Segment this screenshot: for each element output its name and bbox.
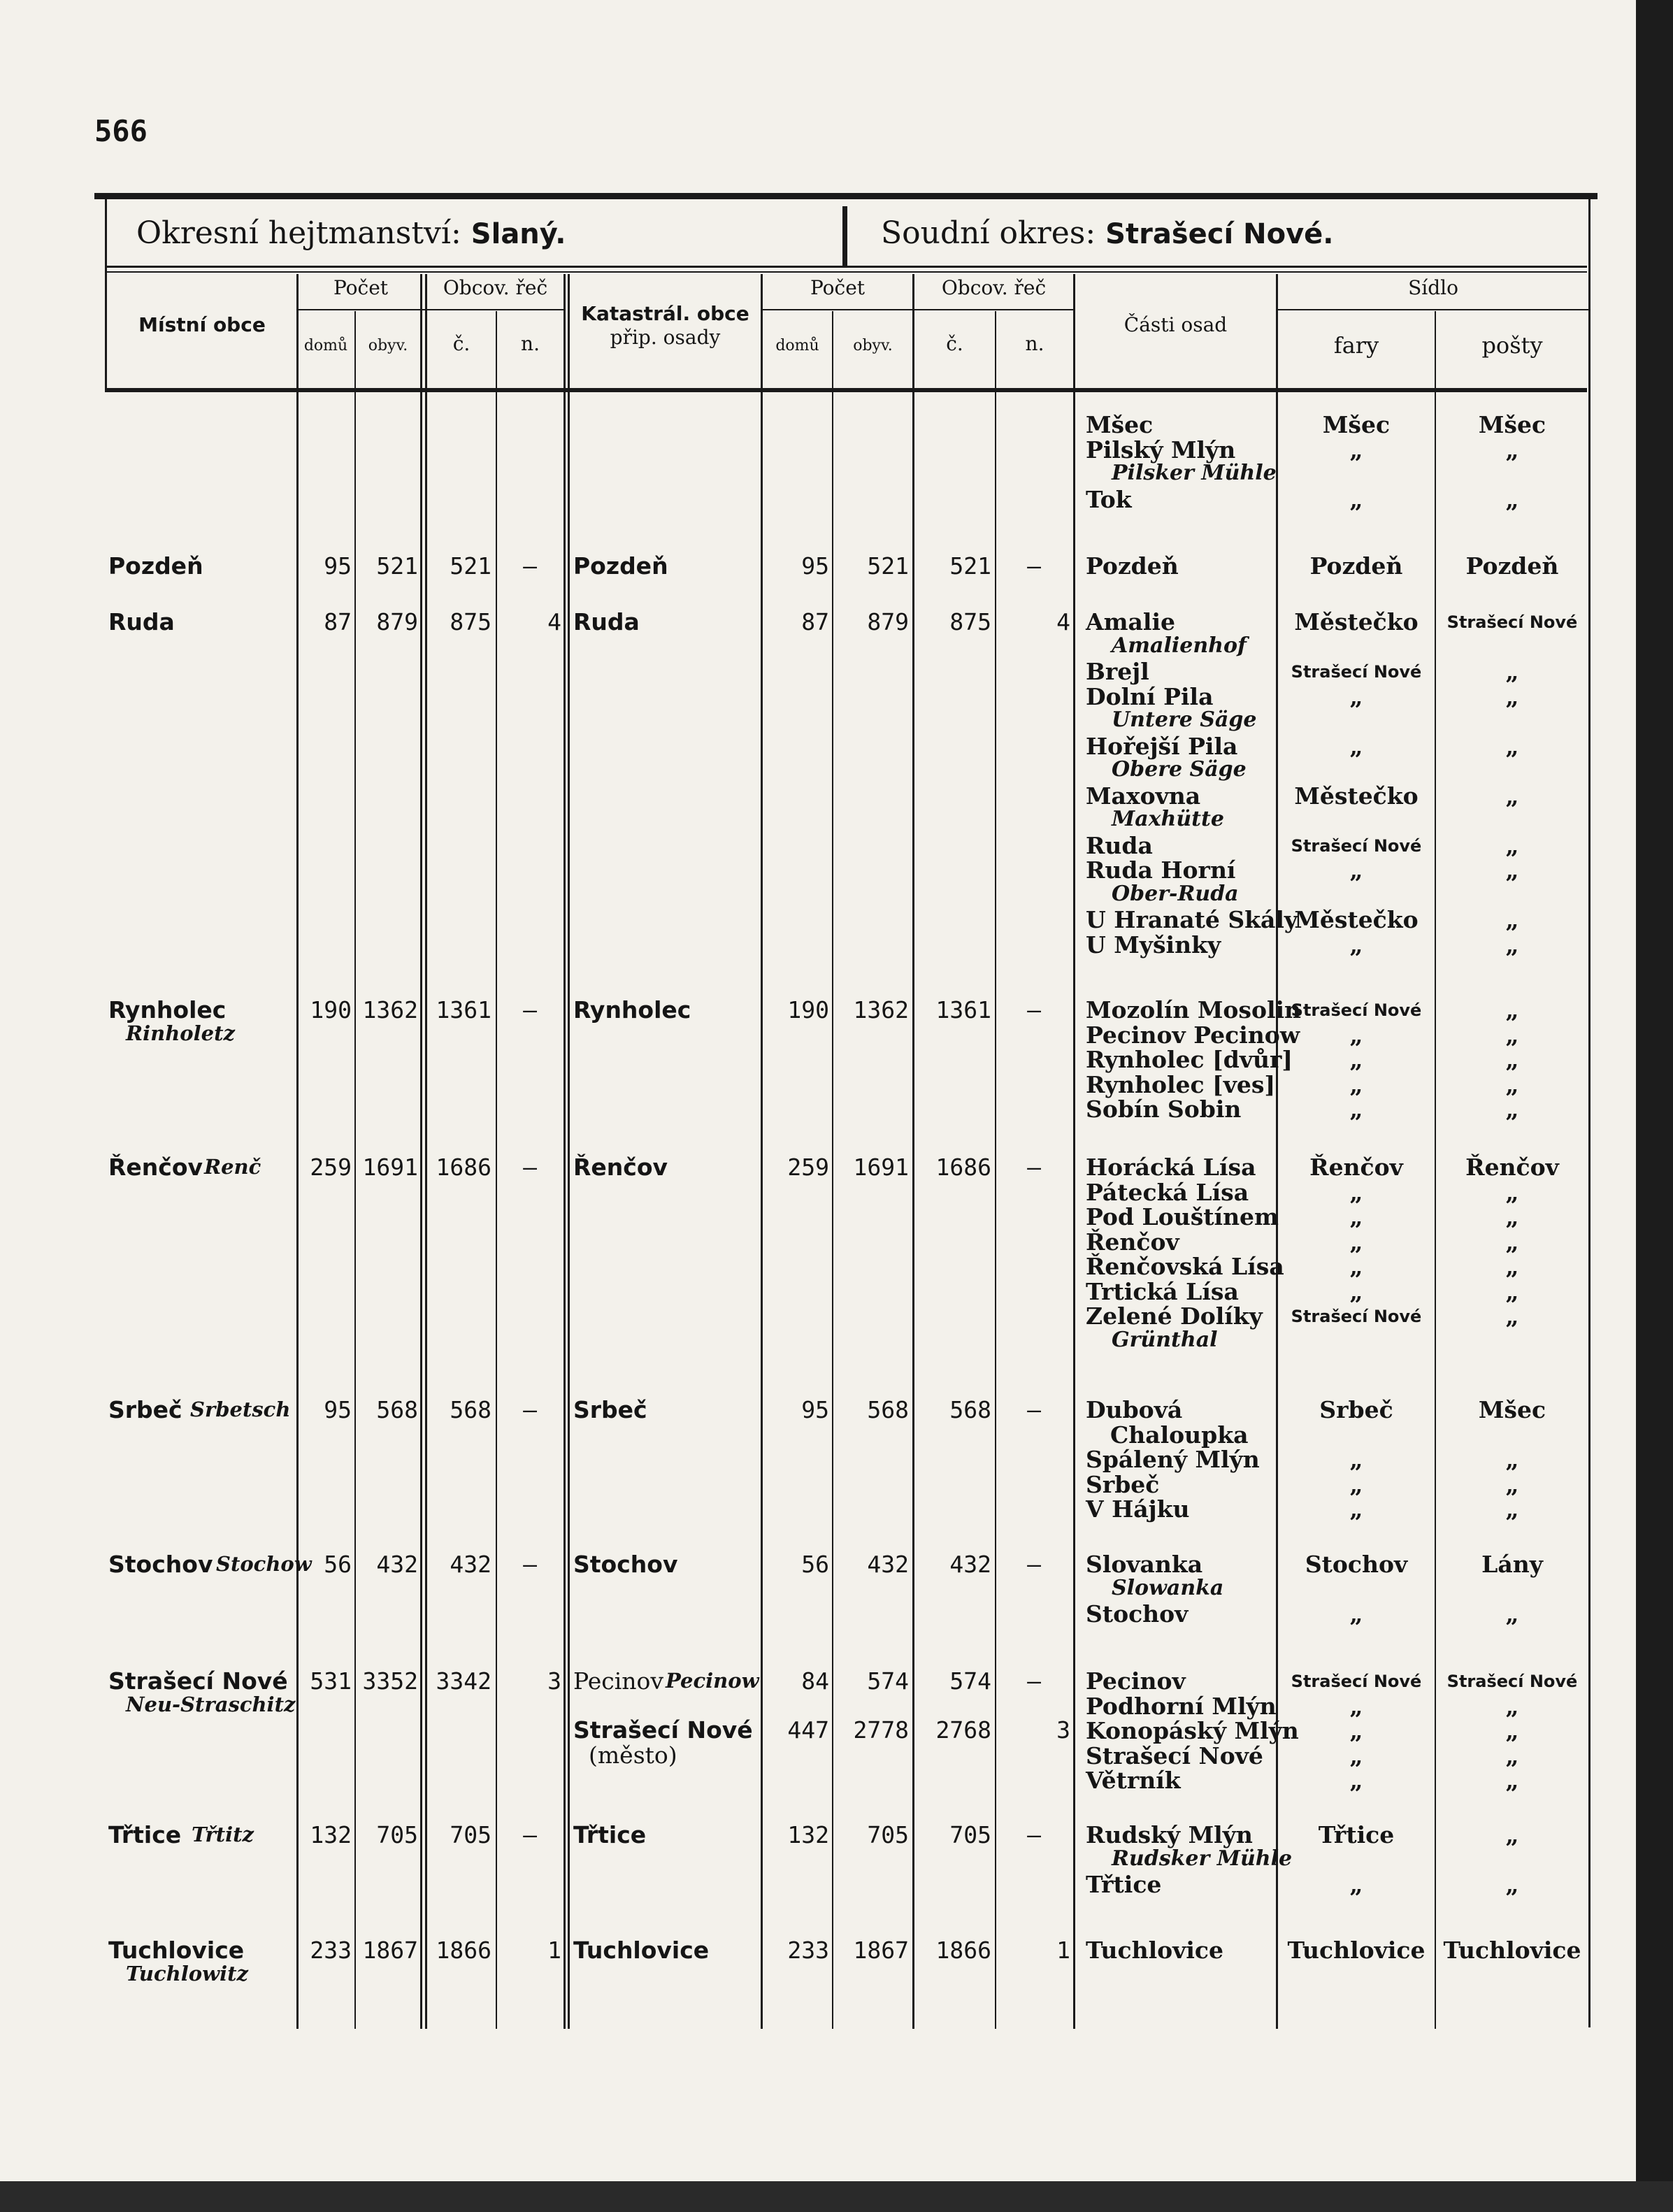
fara-value: „ [1349,1767,1363,1794]
cast-name: Rynholec [ves] [1086,1070,1276,1098]
fara-value: Pozdeň [1309,552,1403,580]
cast-name: Mozolín Mosolin [1086,996,1302,1024]
col-casti-osad: Části osad [1123,313,1228,336]
fara-value: „ [1349,1871,1363,1898]
c-value: 875 [450,608,491,635]
n-value: — [523,1154,537,1181]
posta-value: „ [1505,831,1519,859]
fara-value: Strašecí Nové [1291,835,1422,856]
obec-name: Tuchlovice [108,1937,245,1964]
col-c-2: č. [946,332,963,355]
col-prip-osady: přip. osady [610,326,721,349]
cast-name-de: Maxhütte [1112,807,1224,831]
page-edge-bottom [0,2181,1673,2212]
obec-name: Ruda [108,608,175,635]
posta-value: „ [1505,1228,1519,1256]
kat-n-value: — [1027,552,1041,580]
frame-left [105,199,107,392]
col-obyv: obyv. [368,337,408,354]
col-sep [761,274,763,2029]
cast-name: U Hranaté Skály [1086,906,1298,933]
col-sidlo: Sídlo [1408,276,1458,299]
kat-obyv-value: 568 [867,1396,909,1423]
posta-value: „ [1505,1470,1519,1498]
cast-name: Zelené Dolíky [1086,1302,1263,1330]
col-sep [496,311,497,2029]
n-value: — [523,552,537,580]
obec-name-de: Třtitz [192,1823,254,1846]
kat-c-value: 1361 [935,996,991,1024]
posta-value: „ [1505,682,1519,710]
posta-value: „ [1505,1767,1519,1794]
kat-obyv-value: 2778 [853,1716,909,1744]
fara-value: „ [1349,1692,1363,1720]
domu-value: 190 [310,996,352,1024]
posta-value: „ [1505,996,1519,1024]
kat-c-value: 521 [949,552,991,580]
posta-value: „ [1505,1871,1519,1898]
posta-value: Mšec [1478,1396,1546,1423]
n-value: — [523,1396,537,1423]
col-sep [568,274,570,2029]
fara-value: „ [1349,682,1363,710]
obec-name: Stochov [108,1551,213,1578]
kat-c-value: 432 [949,1551,991,1578]
posta-value: „ [1505,1253,1519,1280]
obec-name-de: Renč [204,1155,261,1179]
cast-name-de: Amalienhof [1112,633,1247,658]
fara-value: Řenčov [1309,1154,1403,1181]
kat-name: Třtice [573,1821,647,1848]
kat-name: Pecinov [573,1667,664,1695]
kat-domu-value: 233 [787,1937,829,1964]
fara-value: „ [1349,436,1363,464]
kat-obyv-value: 574 [867,1667,909,1695]
posta-value: „ [1505,1203,1519,1230]
cast-name: Ruda [1086,831,1153,859]
fara-value: Strašecí Nové [1291,1000,1422,1020]
fara-value: Tuchlovice [1287,1937,1426,1964]
c-value: 568 [450,1396,491,1423]
obyv-value: 3352 [362,1667,418,1695]
kat-c-value: 568 [949,1396,991,1423]
col-sep [995,311,996,2029]
cast-name: Tuchlovice [1086,1937,1223,1964]
fara-value: Mšec [1322,411,1391,438]
cast-name: Pozdeň [1086,552,1179,580]
kat-c-value: 705 [949,1821,991,1848]
frame-right [1588,199,1591,2027]
posta-value: Řenčov [1465,1154,1559,1181]
posta-value: „ [1505,1495,1519,1523]
kat-obyv-value: 1691 [853,1154,909,1181]
col-n: n. [521,332,540,355]
obyv-value: 521 [376,552,418,580]
cast-name: Maxovna [1086,782,1201,810]
cast-name: Pecinov [1086,1667,1186,1695]
fara-value: „ [1349,1253,1363,1280]
obec-name: Pozdeň [108,552,203,580]
kat-c-value: 2768 [935,1716,991,1744]
col-katastr: Katastrál. obce [581,302,749,325]
fara-value: „ [1349,1470,1363,1498]
fara-value: „ [1349,1495,1363,1523]
n-value: — [523,996,537,1024]
fara-value: Třtice [1318,1821,1395,1848]
posta-value: „ [1505,1277,1519,1305]
obyv-value: 1362 [362,996,418,1024]
fara-value: Městečko [1294,782,1419,810]
page-number: 566 [94,114,148,148]
n-value: — [523,1821,537,1848]
cast-name: V Hájku [1086,1495,1190,1523]
header-rule [105,266,1587,268]
n-value: 1 [547,1937,561,1964]
fara-value: „ [1349,1046,1363,1073]
fara-value: „ [1349,931,1363,958]
colhead-rule [105,388,1587,392]
c-value: 1866 [436,1937,491,1964]
posta-value: „ [1505,732,1519,760]
fara-value: Srbeč [1319,1396,1393,1423]
cast-name: Dubová [1086,1396,1183,1423]
kat-c-value: 574 [949,1667,991,1695]
kat-name: Srbeč [573,1396,647,1423]
obec-name-de: Srbetsch [190,1398,291,1421]
court-value: Strašecí Nové. [1105,218,1334,250]
col-sep [420,274,422,2029]
posta-value: „ [1505,1821,1519,1848]
cast-name: Amalie [1086,608,1175,635]
cast-name: Hořejší Pila [1086,732,1238,760]
kat-name: Stochov [573,1551,678,1578]
posta-value: „ [1505,485,1519,513]
cast-name: Rudský Mlýn [1086,1821,1253,1848]
kat-domu-value: 190 [787,996,829,1024]
kat-name: Řenčov [573,1154,668,1181]
kat-name-de: Pecinow [666,1669,759,1693]
obec-name: Řenčov [108,1154,203,1181]
obec-name: Srbeč [108,1396,182,1423]
kat-name-2: (město) [589,1741,677,1769]
fara-value: „ [1349,1203,1363,1230]
kat-n-value: — [1027,996,1041,1024]
cast-name: Rynholec [dvůr] [1086,1046,1293,1073]
domu-value: 259 [310,1154,352,1181]
obec-name: Třtice [108,1821,182,1848]
cast-name: Tok [1086,485,1132,513]
fara-value: Městečko [1294,906,1419,933]
n-value: — [523,1551,537,1578]
col-domu-2: domů [775,337,819,354]
fara-value: „ [1349,1741,1363,1769]
fara-value: „ [1349,1070,1363,1098]
kat-n-value: 3 [1056,1716,1070,1744]
cast-name: Řenčov [1086,1228,1179,1256]
kat-c-value: 1866 [935,1937,991,1964]
court-label: Soudní okres: [881,215,1096,251]
cast-name: Stochov [1086,1600,1189,1628]
col-sep [912,274,914,2029]
kat-domu-value: 259 [787,1154,829,1181]
c-value: 1686 [436,1154,491,1181]
cast-name: Horácká Lísa [1086,1154,1256,1181]
fara-value: „ [1349,485,1363,513]
fara-value: „ [1349,1446,1363,1473]
subhead-rule [1276,309,1588,310]
col-fary: fary [1333,332,1379,359]
obec-name: Rynholec [108,996,227,1024]
obyv-value: 1691 [362,1154,418,1181]
cast-name-de: Rudsker Mühle [1112,1846,1293,1871]
cast-name: Větrník [1086,1767,1181,1794]
c-value: 3342 [436,1667,491,1695]
kat-obyv-value: 1362 [853,996,909,1024]
cast-name-de: Ober-Ruda [1112,881,1239,906]
kat-domu-value: 95 [801,552,829,580]
cast-name: Strašecí Nové [1086,1741,1263,1769]
col-pocet-2: Počet [810,276,866,299]
cast-name-de: Pilsker Mühle [1112,461,1277,485]
cast-name-de: Slowanka [1112,1575,1224,1600]
cast-name: Ruda Horní [1086,856,1236,884]
subhead-rule [761,309,1075,310]
cast-name-de: Obere Säge [1112,757,1247,782]
posta-value: Lány [1481,1551,1543,1578]
district-label: Okresní hejtmanství: [136,215,461,251]
posta-value: Mšec [1478,411,1546,438]
cast-name: Chaloupka [1110,1421,1249,1449]
cast-name: Pilský Mlýn [1086,436,1236,464]
posta-value: Strašecí Nové [1446,612,1578,632]
fara-value: „ [1349,1178,1363,1206]
posta-value: „ [1505,1302,1519,1330]
cast-name: Podhorní Mlýn [1086,1692,1277,1720]
kat-n-value: 1 [1056,1937,1070,1964]
posta-value: „ [1505,1717,1519,1744]
posta-value: „ [1505,658,1519,685]
fara-value: Strašecí Nové [1291,1672,1422,1691]
subhead-rule [296,309,566,310]
posta-value: „ [1505,1096,1519,1123]
posta-value: Tuchlovice [1443,1937,1581,1964]
domu-value: 132 [310,1821,352,1848]
col-sep [563,274,566,2029]
posta-value: „ [1505,906,1519,933]
posta-value: „ [1505,1178,1519,1206]
fara-value: Městečko [1294,608,1419,635]
fara-value: „ [1349,1228,1363,1256]
kat-n-value: 4 [1056,608,1070,635]
obyv-value: 879 [376,608,418,635]
posta-value: „ [1505,1600,1519,1628]
cast-name-de: Grünthal [1112,1327,1218,1352]
kat-c-value: 1686 [935,1154,991,1181]
cast-name: Mšec [1086,411,1154,438]
posta-value: „ [1505,1741,1519,1769]
cast-name: Konopáský Mlýn [1086,1717,1299,1744]
domu-value: 531 [310,1667,352,1695]
kat-obyv-value: 1867 [853,1937,909,1964]
cast-name-de: Untere Säge [1112,708,1257,732]
obyv-value: 1867 [362,1937,418,1964]
col-obcov-rec-2: Obcov. řeč [941,276,1047,299]
posta-value: „ [1505,1446,1519,1473]
obec-name: Strašecí Nové [108,1667,288,1695]
n-value: 3 [547,1667,561,1695]
kat-c-value: 875 [949,608,991,635]
col-mistni-obce: Místní obce [138,313,266,336]
kat-name: Ruda [573,608,640,635]
posta-value: „ [1505,856,1519,884]
domu-value: 95 [324,1396,352,1423]
col-pocet: Počet [333,276,389,299]
posta-value: „ [1505,436,1519,464]
cast-name: Třtice [1086,1871,1162,1898]
domu-value: 87 [324,608,352,635]
n-value: 4 [547,608,561,635]
obec-name-de: Rinholetz [126,1021,235,1045]
domu-value: 233 [310,1937,352,1964]
kat-obyv-value: 879 [867,608,909,635]
header-rule-2 [105,271,1587,273]
col-sep [296,274,299,2029]
col-sep [1073,274,1075,2029]
kat-n-value: — [1027,1154,1041,1181]
kat-n-value: — [1027,1396,1041,1423]
fara-value: „ [1349,1600,1363,1628]
cast-name: Srbeč [1086,1470,1160,1498]
fara-value: „ [1349,1096,1363,1123]
fara-value: „ [1349,1717,1363,1744]
posta-value: „ [1505,1046,1519,1073]
c-value: 705 [450,1821,491,1848]
obec-name-de: Stochow [216,1552,312,1576]
header-divider [842,206,847,266]
district-value: Slaný. [471,218,566,250]
fara-value: „ [1349,856,1363,884]
kat-obyv-value: 705 [867,1821,909,1848]
cast-name: U Myšinky [1086,931,1221,958]
cast-name: Řenčovská Lísa [1086,1253,1284,1280]
cast-name: Pátecká Lísa [1086,1178,1249,1206]
kat-n-value: — [1027,1821,1041,1848]
c-value: 1361 [436,996,491,1024]
cast-name: Slovanka [1086,1551,1203,1578]
district-header [136,215,566,251]
kat-n-value: — [1027,1667,1041,1695]
fara-value: Strašecí Nové [1291,662,1422,682]
top-rule [94,193,1597,199]
obec-name-de: Neu-Straschitz [126,1693,296,1716]
fara-value: „ [1349,732,1363,760]
kat-domu-value: 56 [801,1551,829,1578]
col-obyv-2: obyv. [853,337,893,354]
col-posty: pošty [1481,332,1543,359]
cast-name: Brejl [1086,658,1149,685]
cast-name: Dolní Pila [1086,682,1214,710]
obec-name-de: Tuchlowitz [126,1962,248,1985]
kat-n-value: — [1027,1551,1041,1578]
fara-value: „ [1349,1021,1363,1049]
kat-domu-value: 132 [787,1821,829,1848]
col-obcov-rec: Obcov. řeč [443,276,548,299]
cast-name: Sobín Sobin [1086,1096,1242,1123]
col-n-2: n. [1025,332,1044,355]
posta-value: Pozdeň [1465,552,1559,580]
posta-value: „ [1505,1021,1519,1049]
col-sep [425,274,427,2029]
obyv-value: 568 [376,1396,418,1423]
kat-domu-value: 447 [787,1716,829,1744]
posta-value: „ [1505,1070,1519,1098]
cast-name: Pod Louštínem [1086,1203,1279,1230]
col-c: č. [452,332,471,355]
kat-obyv-value: 432 [867,1551,909,1578]
kat-domu-value: 84 [801,1667,829,1695]
kat-name: Tuchlovice [573,1937,710,1964]
posta-value: Strašecí Nové [1446,1672,1578,1691]
cast-name: Spálený Mlýn [1086,1446,1260,1473]
cast-name: Trtická Lísa [1086,1277,1239,1305]
domu-value: 95 [324,552,352,580]
kat-name: Strašecí Nové [573,1716,753,1744]
court-header [881,215,1333,251]
posta-value: „ [1505,931,1519,958]
cast-name: Pecinov Pecinow [1086,1021,1300,1049]
posta-value: „ [1505,1692,1519,1720]
fara-value: Strašecí Nové [1291,1307,1422,1326]
c-value: 521 [450,552,491,580]
obyv-value: 705 [376,1821,418,1848]
kat-name: Pozdeň [573,552,668,580]
c-value: 432 [450,1551,491,1578]
fara-value: „ [1349,1277,1363,1305]
kat-name: Rynholec [573,996,691,1024]
col-domu: domů [303,337,348,354]
posta-value: „ [1505,782,1519,810]
kat-domu-value: 95 [801,1396,829,1423]
fara-value: Stochov [1305,1551,1408,1578]
domu-value: 56 [324,1551,352,1578]
kat-obyv-value: 521 [867,552,909,580]
obyv-value: 432 [376,1551,418,1578]
kat-domu-value: 87 [801,608,829,635]
page-edge-right [1636,0,1673,2212]
